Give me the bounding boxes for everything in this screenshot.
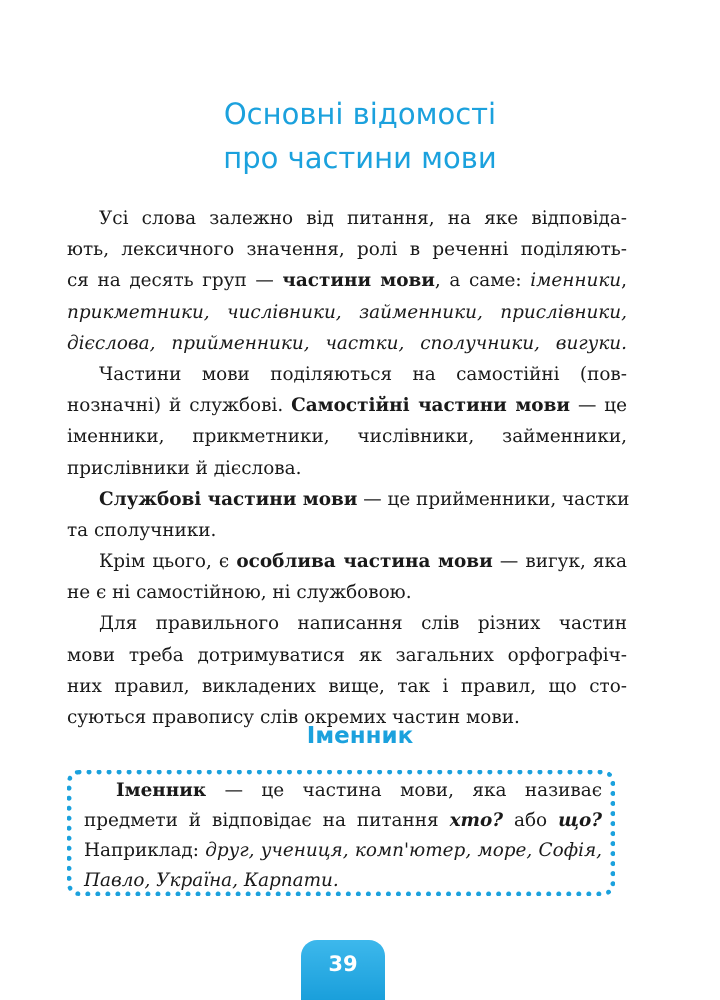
- text-line: Крім цього, є особлива частина мови — вигук, яка: [99, 551, 627, 573]
- page-title-line-2: про частини мови: [223, 141, 497, 175]
- paragraph-1: [67, 203, 627, 359]
- text-line: Усі слова залежно від питання, на яке відповіда-: [99, 208, 627, 229]
- text-line: Павло, Україна, Карпати.: [84, 870, 339, 891]
- text-line: ють, лексичного значення, ролі в реченні поділяють-: [67, 239, 627, 261]
- text-line: предмети й відповідає на питання хто? або що?: [84, 810, 602, 831]
- page-number: 39: [328, 952, 358, 976]
- text-line: Службові частини мови — це прийменники, частки: [99, 488, 630, 510]
- term-parts-of-speech: частини мови: [282, 270, 435, 292]
- text-line: не є ні самостійною, ні службовою.: [67, 582, 412, 604]
- text-line: іменники, прикметники, числівники, займенники,: [67, 426, 627, 448]
- term-noun: Іменник: [116, 780, 207, 801]
- text-line: прислівники й дієслова.: [67, 457, 302, 479]
- section-title: Іменник: [306, 723, 414, 749]
- paragraph-3: [67, 484, 630, 546]
- term-independent-parts: Самостійні частини мови: [291, 395, 570, 417]
- question-who: хто?: [449, 810, 504, 831]
- text-line: суються правопису слів окремих частин мови.: [67, 707, 520, 728]
- text-line: Частини мови поділяються на самостійні (пов-: [99, 363, 627, 385]
- text-line: них правил, викладених вище, так і правил, що сто-: [67, 675, 627, 697]
- text-line: мови треба дотримуватися як загальних орфографіч-: [67, 644, 627, 666]
- text-line: прикметники, числівники, займенники, прислівники,: [67, 301, 627, 323]
- paragraph-2: [67, 359, 627, 484]
- text-line: Для правильного написання слів різних частин: [99, 613, 627, 635]
- body-text: [67, 203, 630, 733]
- text-line: та сполучники.: [67, 519, 217, 541]
- text-line: нозначні) й службові. Самостійні частини мови — це: [67, 395, 627, 417]
- text-line: Іменник — це частина мови, яка називає: [116, 780, 602, 801]
- definition-text: [84, 776, 602, 896]
- page-title: [0, 92, 720, 180]
- text-line: Наприклад: друг, учениця, комп'ютер, море, Софія,: [84, 840, 602, 861]
- term-auxiliary-parts: Службові частини мови: [99, 488, 358, 510]
- paragraph-5: [67, 608, 627, 733]
- paragraph-4: [67, 546, 627, 608]
- page-title-line-1: Основні відомості: [223, 97, 497, 131]
- term-special-part: особлива частина мови: [236, 551, 493, 573]
- text-line: дієслова, прийменники, частки, сполучники, вигуки.: [67, 332, 627, 354]
- question-what: що?: [558, 810, 602, 831]
- text-line: ся на десять груп — частини мови, а саме: іменники,: [67, 270, 628, 292]
- term-nouns: іменники: [530, 270, 622, 292]
